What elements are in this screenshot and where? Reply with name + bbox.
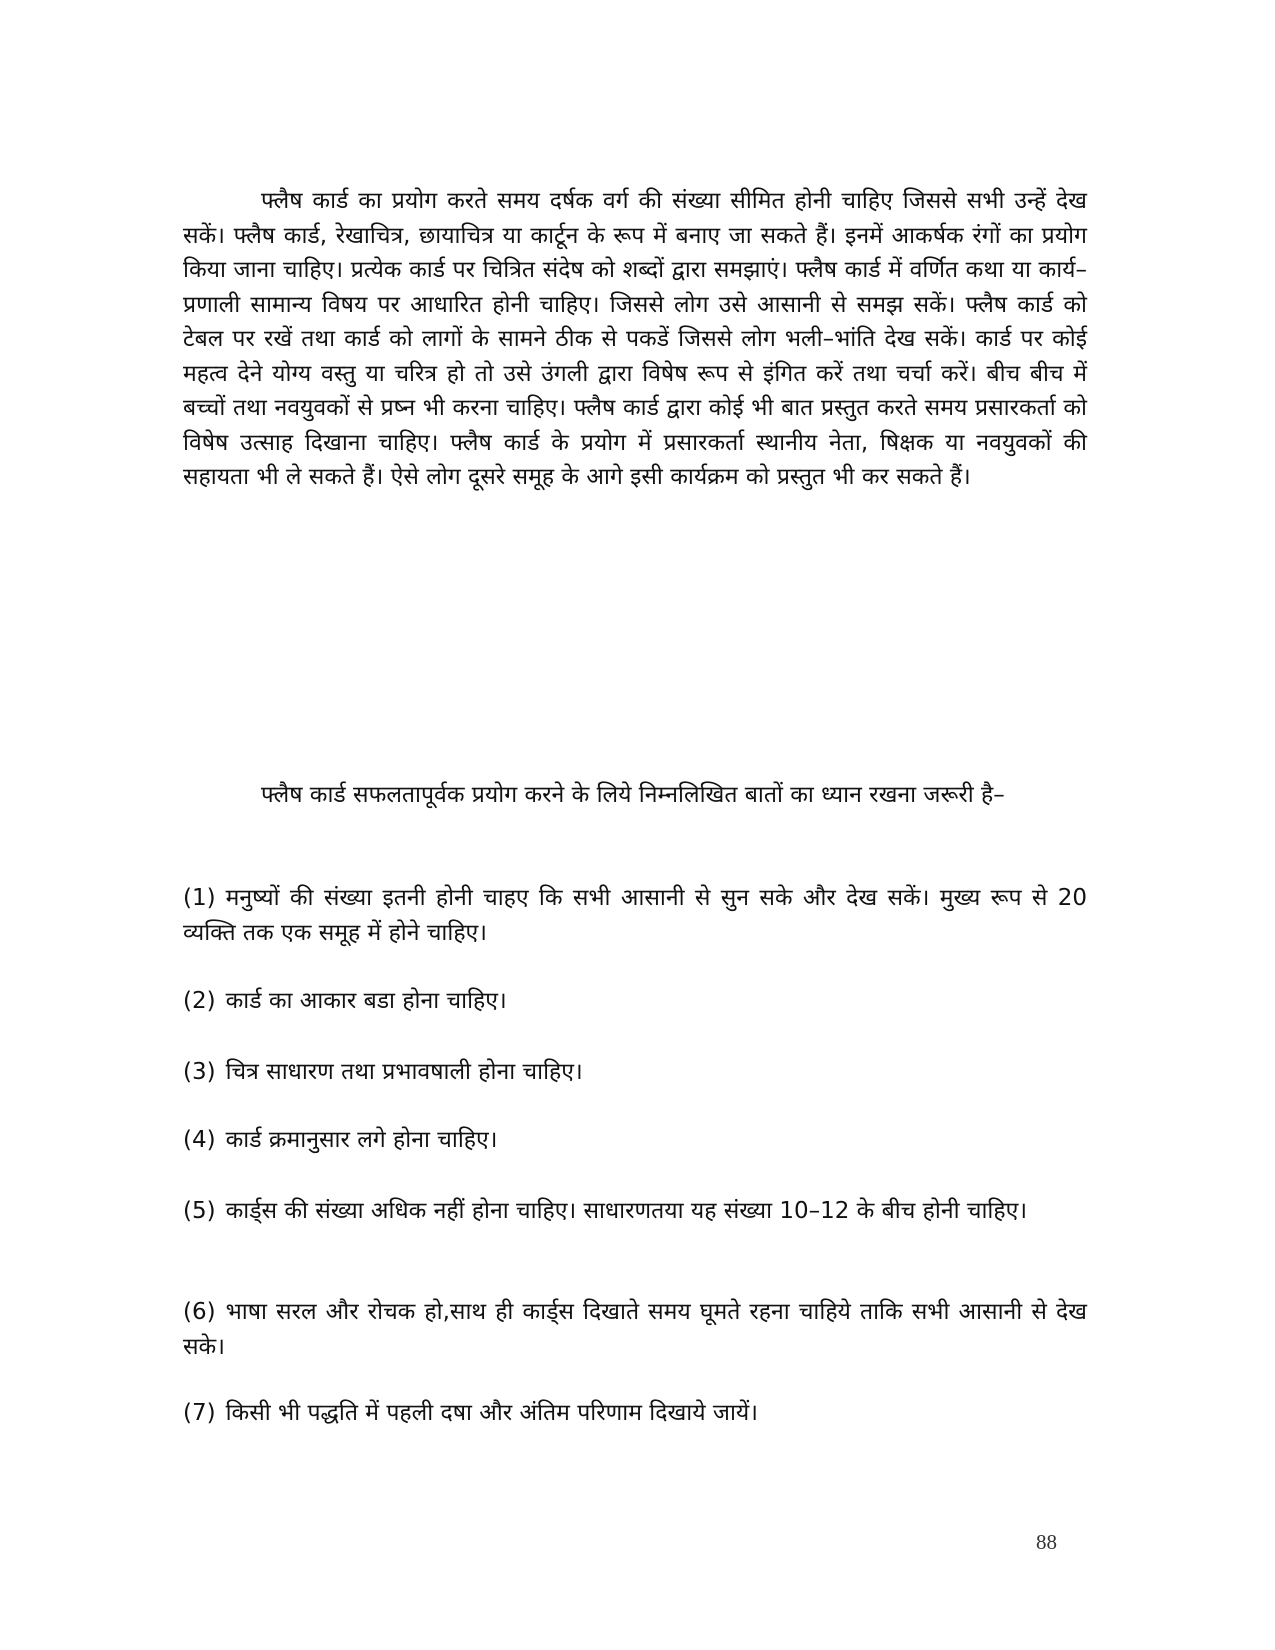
list-item-number: (1) xyxy=(183,885,216,911)
body-paragraph-list-intro: फ्लैष कार्ड सफलतापूर्वक प्रयोग करने के लिये निम्नलिखित बातों का ध्यान रखना जरूरी है– xyxy=(261,782,1005,808)
list-item-2 xyxy=(183,984,1087,1019)
list-item-4 xyxy=(183,1123,1087,1158)
body-paragraph-flash-card-usage: फ्लैष कार्ड का प्रयोग करते समय दर्षक वर्ग की संख्या सीमित होनी चाहिए जिससे सभी उन्हें देख सकें। फ्लैष कार्ड, रेखाचित्र, छायाचित्र या कार्टून के रूप में बनाए जा सकते हैं। इनमें आकर्षक रंगों का प्रयोग किया जाना चाहिए। प्रत्येक कार्ड पर चित्रित संदेष को शब्दों द्वारा समझाएं। फ्लैष कार्ड में वर्णित कथा या कार्य–प्रणाली सामान्य विषय पर आधारित होनी चाहिए। जिससे लोग उसे आसानी से समझ सकें। फ्लैष कार्ड को टेबल पर रखें तथा कार्ड को लागों के सामने ठीक से पकडें जिससे लोग भली–भांति देख सकें। कार्ड पर कोई महत्व देने योग्य वस्तु या चरित्र हो तो उसे उंगली द्वारा विषेष रूप से इंगित करें तथा चर्चा करें। बीच बीच में बच्चों तथा नवयुवकों से प्रष्न भी करना चाहिए। फ्लैष कार्ड द्वारा कोई भी बात प्रस्तुत करते समय प्रसारकर्ता को विषेष उत्साह दिखाना चाहिए। फ्लैष कार्ड के प्रयोग में प्रसारकर्ता स्थानीय नेता, षिक्षक या नवयुवकों की सहायता भी ले सकते हैं। ऐसे लोग दूसरे समूह के आगे इसी कार्यक्रम को प्रस्तुत भी कर सकते हैं। xyxy=(183,188,1087,490)
list-item-text: कार्ड का आकार बडा होना चाहिए। xyxy=(225,988,507,1014)
list-item-7 xyxy=(183,1396,1087,1431)
list-item-number: (4) xyxy=(183,1127,216,1153)
list-item-6 xyxy=(183,1295,1087,1364)
list-item-1 xyxy=(183,881,1087,950)
list-item-text: मनुष्यों की संख्या इतनी होनी चाहए कि सभी आसानी से सुन सके और देख सकें। मुख्य रूप से 20 व्यक्ति तक एक समूह में होने चाहिए। xyxy=(183,885,1087,946)
list-item-text: भाषा सरल और रोचक हो,साथ ही कार्ड्स दिखाते समय घूमते रहना चाहिये ताकि सभी आसानी से देख सके। xyxy=(183,1299,1087,1360)
list-item-number: (7) xyxy=(183,1400,216,1426)
list-item-number: (2) xyxy=(183,988,216,1014)
page-number: 88 xyxy=(1036,1530,1057,1554)
list-item-number: (5) xyxy=(183,1198,216,1224)
list-item-number: (3) xyxy=(183,1059,216,1085)
list-item-text: कार्ड्स की संख्या अधिक नहीं होना चाहिए। साधारणतया यह संख्या 10–12 के बीच होनी चाहिए। xyxy=(225,1198,1028,1224)
list-item-text: कार्ड क्रमानुसार लगे होना चाहिए। xyxy=(225,1127,498,1153)
list-item-5 xyxy=(183,1194,1087,1229)
list-item-text: चित्र साधारण तथा प्रभावषाली होना चाहिए। xyxy=(225,1059,583,1085)
list-item-text: किसी भी पद्धति में पहली दषा और अंतिम परिणाम दिखाये जायें। xyxy=(225,1400,758,1426)
list-item-3 xyxy=(183,1055,1087,1090)
list-item-number: (6) xyxy=(183,1299,216,1325)
